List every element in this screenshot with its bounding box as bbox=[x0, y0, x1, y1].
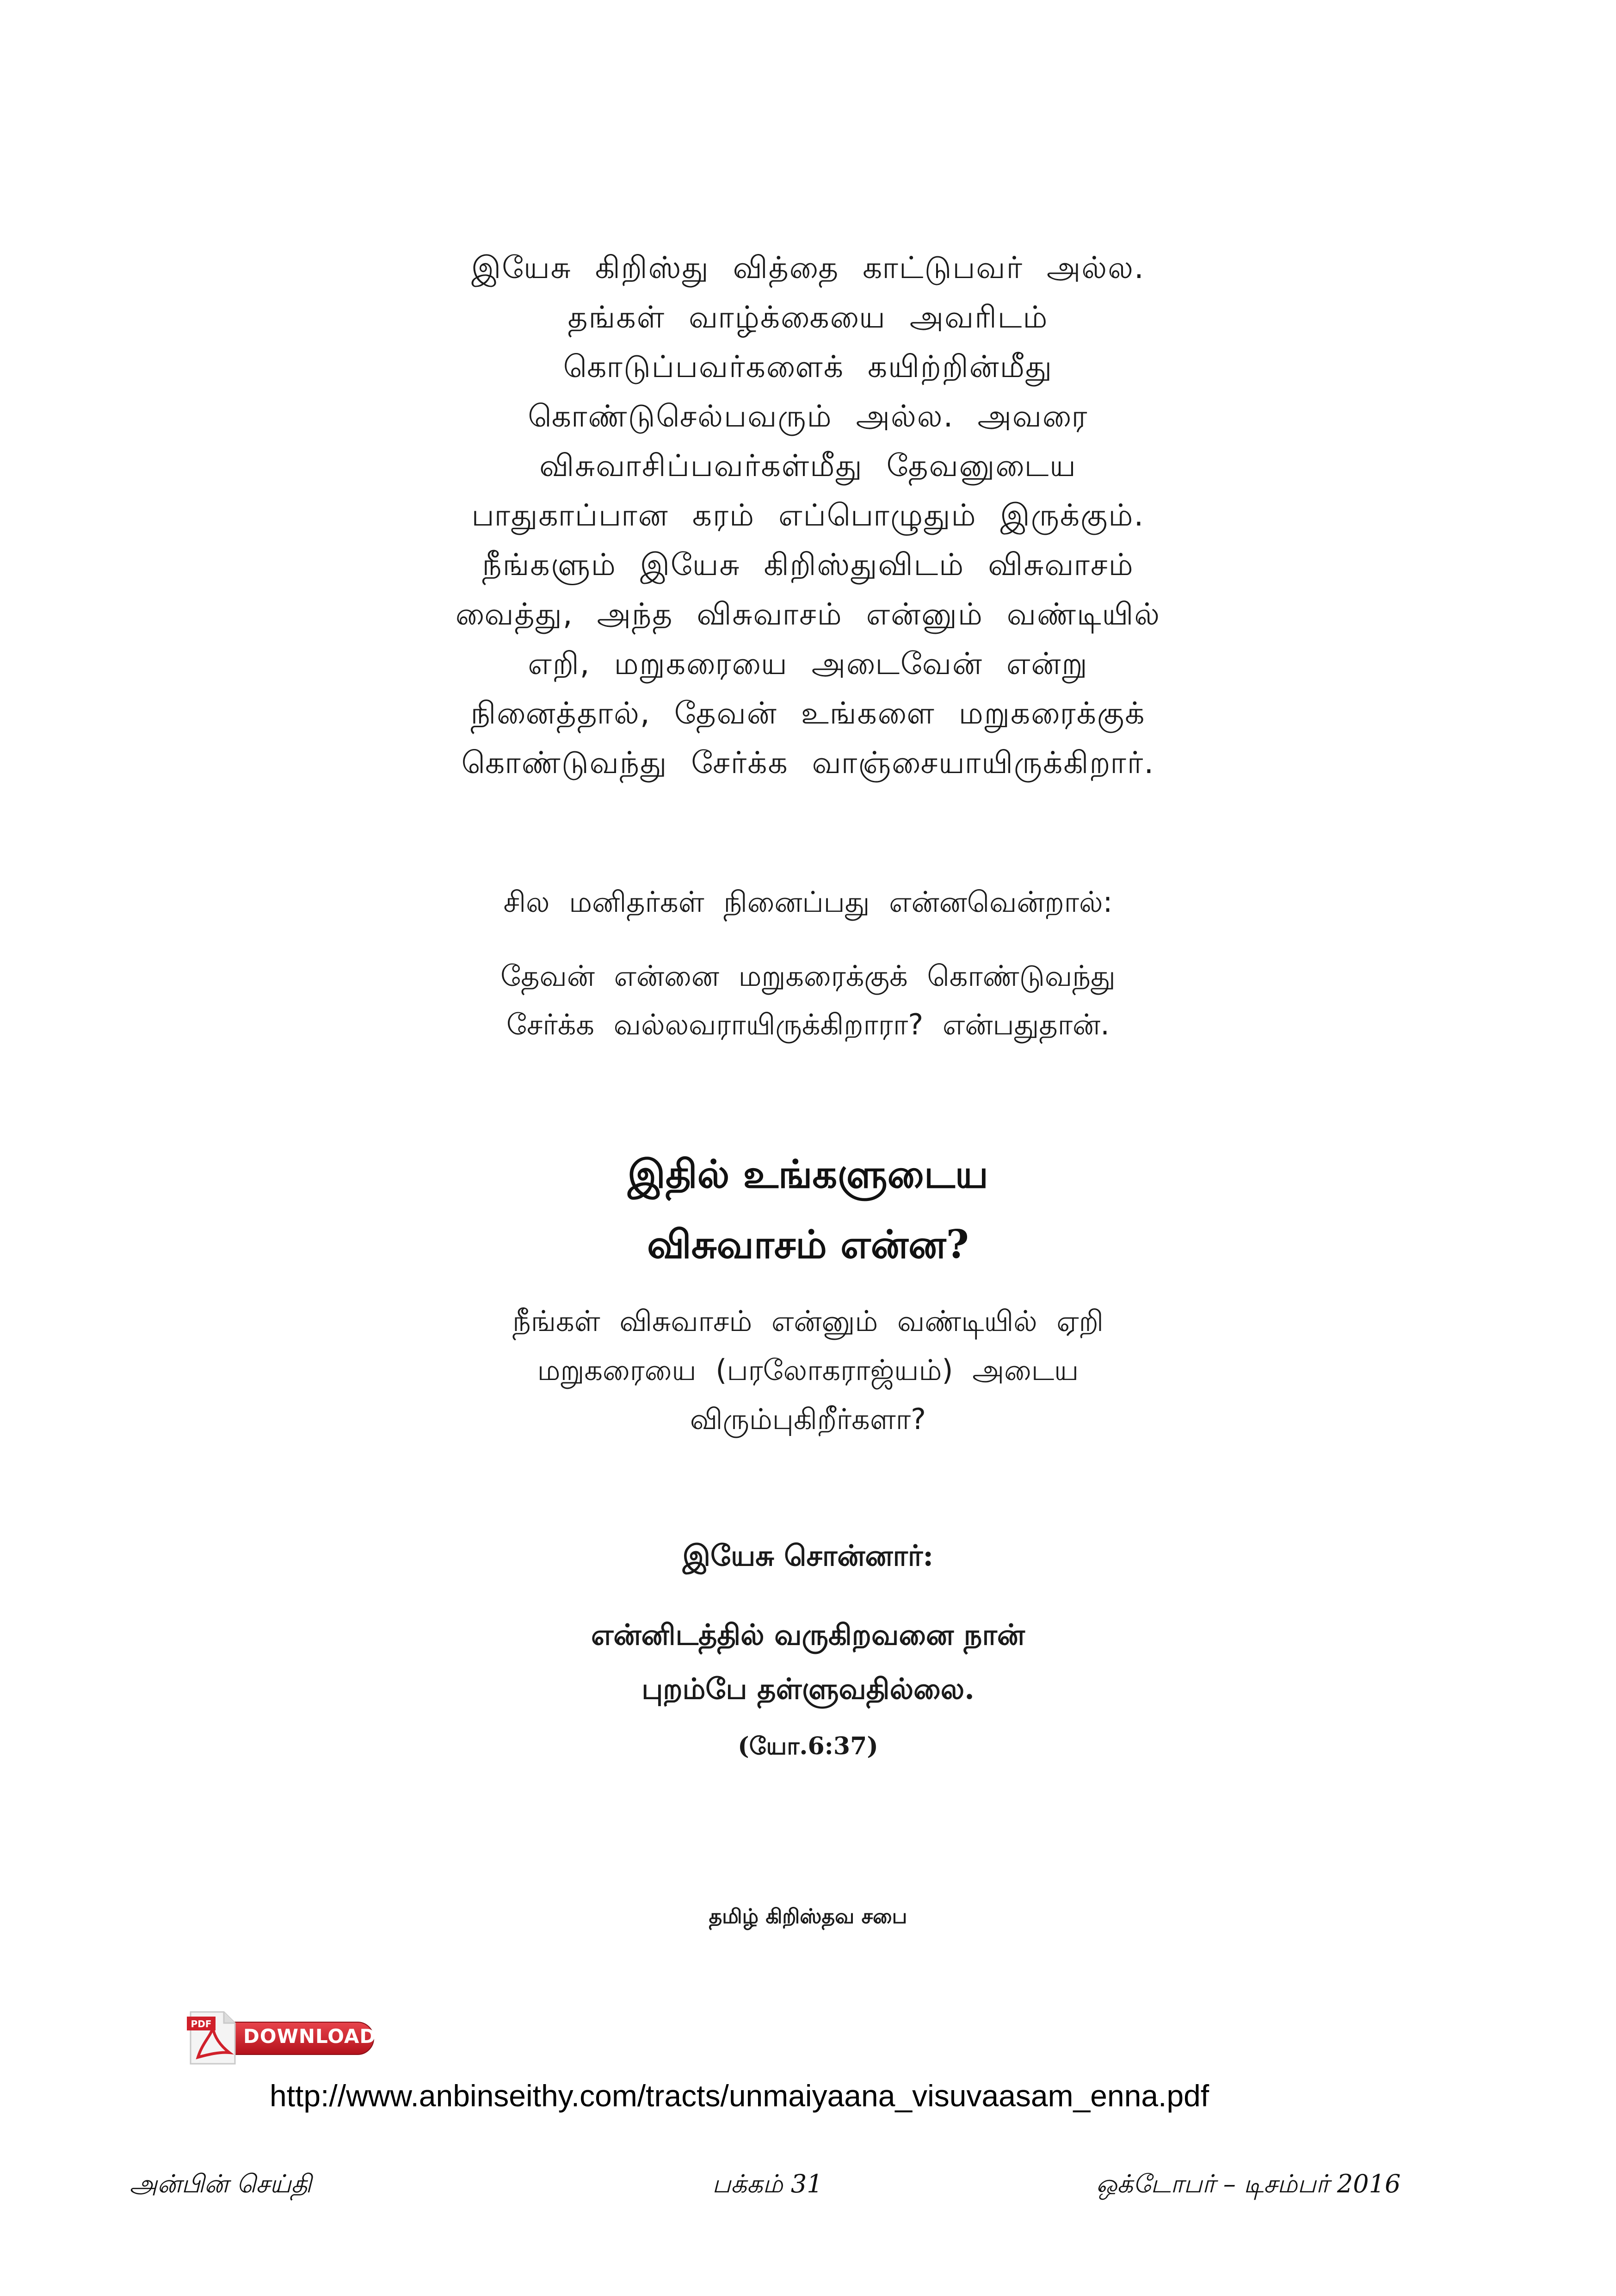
paragraph-line: எறி, மறுகரையை அடைவேன் என்று bbox=[528, 646, 1088, 681]
paragraph-line: மறுகரையை (பரலோகராஜ்யம்) அடைய bbox=[537, 1353, 1079, 1387]
jesus-said-text: இயேசு சொன்னார்: bbox=[682, 1539, 934, 1572]
reference-text: (யோ.6:37) bbox=[738, 1732, 878, 1760]
download-button[interactable] bbox=[184, 2009, 378, 2067]
paragraph-line: நினைத்தால், தேவன் உங்களை மறுகரைக்குக் bbox=[470, 695, 1146, 731]
paragraph-line: நீங்கள் விசுவாசம் என்னும் வண்டியில் ஏறி bbox=[512, 1304, 1104, 1338]
pdf-tag: PDF bbox=[191, 2018, 212, 2030]
footer-publication: அன்பின் செய்தி bbox=[130, 2169, 312, 2198]
paragraph-line: தேவன் என்னை மறுகரைக்குக் கொண்டுவந்து bbox=[500, 959, 1116, 993]
paragraph-line: தங்கள் வாழ்க்கையை அவரிடம் bbox=[567, 299, 1049, 335]
paragraph-line: விசுவாசிப்பவர்கள்மீது தேவனுடைய bbox=[539, 448, 1077, 483]
people-think-intro bbox=[0, 879, 1616, 925]
paragraph-line: சில மனிதர்கள் நினைப்பது என்னவென்றால்: bbox=[503, 885, 1113, 919]
pdf-link[interactable]: http://www.anbinseithy.com/tracts/unmaiyaana_visuvaasam_enna.pdf bbox=[270, 2079, 1209, 2113]
footer-issue-date: ஒக்டோபர் – டிசம்பர் 2016 bbox=[1096, 2169, 1401, 2198]
scripture-reference bbox=[0, 1728, 1616, 1765]
jesus-said-label bbox=[0, 1535, 1616, 1577]
paragraph-line: கொடுப்பவர்களைக் கயிற்றின்மீது bbox=[563, 349, 1053, 384]
quote-line: புறம்பே தள்ளுவதில்லை. bbox=[641, 1672, 975, 1706]
paragraph-line: வைத்து, அந்த விசுவாசம் என்னும் வண்டியில் bbox=[455, 596, 1161, 632]
heading-line: விசுவாசம் என்ன? bbox=[647, 1221, 969, 1267]
scripture-quote bbox=[0, 1608, 1616, 1716]
footer-page-number: பக்கம் 31 bbox=[712, 2169, 823, 2198]
paragraph-line: இயேசு கிறிஸ்து வித்தை காட்டுபவர் அல்ல. bbox=[471, 250, 1145, 285]
paragraph-line: கொண்டுவந்து சேர்க்க வாஞ்சையாயிருக்கிறார். bbox=[461, 745, 1155, 780]
quote-line: என்னிடத்தில் வருகிறவனை நான் bbox=[591, 1618, 1025, 1652]
paragraph-line: சேர்க்க வல்லவராயிருக்கிறாரா? என்பதுதான். bbox=[506, 1008, 1110, 1041]
organization-text: தமிழ் கிறிஸ்தவ சபை bbox=[709, 1905, 907, 1928]
heading-line: இதில் உங்களுடைய bbox=[628, 1151, 988, 1197]
section-heading bbox=[0, 1139, 1616, 1280]
organization-name bbox=[0, 1900, 1616, 1933]
people-think-paragraph bbox=[0, 952, 1616, 1049]
question-paragraph bbox=[0, 1297, 1616, 1444]
paragraph-line: நீங்களும் இயேசு கிறிஸ்துவிடம் விசுவாசம் bbox=[482, 547, 1134, 582]
paragraph-line: பாதுகாப்பான கரம் எப்பொழுதும் இருக்கும். bbox=[471, 497, 1145, 533]
paragraph-line: கொண்டுசெல்பவரும் அல்ல. அவரை bbox=[528, 398, 1088, 434]
paragraph-line: விரும்புகிறீர்களா? bbox=[690, 1402, 926, 1436]
intro-paragraph bbox=[0, 243, 1616, 787]
download-label: DOWNLOAD bbox=[243, 2025, 376, 2048]
